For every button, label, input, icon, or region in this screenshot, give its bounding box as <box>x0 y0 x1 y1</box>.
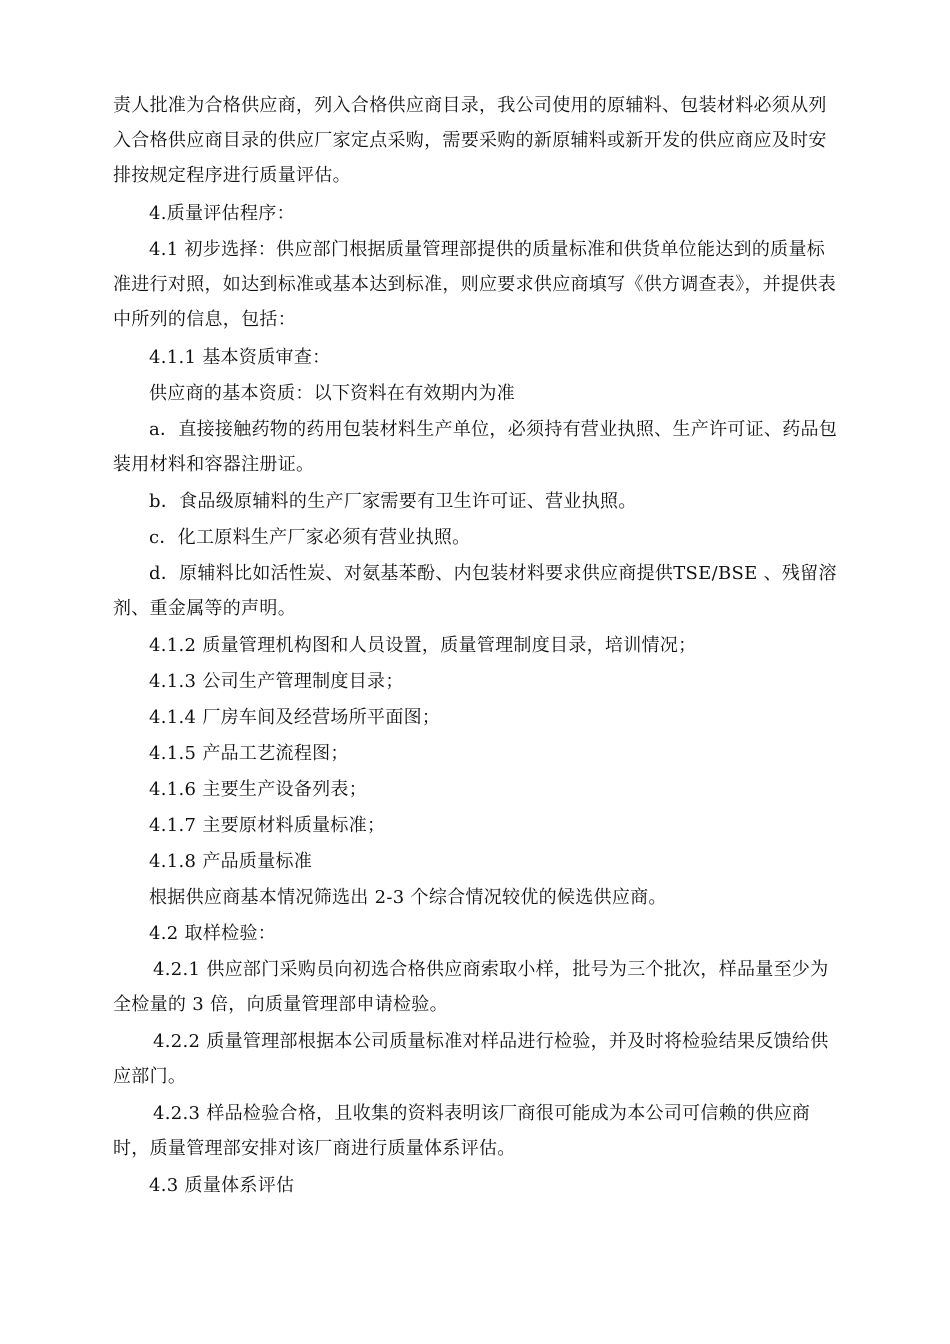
list-item-b: b．食品级原辅料的生产厂家需要有卫生许可证、营业执照。 <box>149 491 637 512</box>
item-4-1-7: 4.1.7 主要原材料质量标准； <box>149 815 386 836</box>
paragraph-basic-qualification: 供应商的基本资质：以下资料在有效期内为准 <box>149 383 515 404</box>
item-4-1-3: 4.1.3 公司生产管理制度目录； <box>149 671 404 692</box>
item-4-2-3: 4.2.3 样品检验合格，且收集的资料表明该厂商很可能成为本公司可信赖的供应商时，质量管理部安排对该厂商进行质量体系评估。 <box>113 1103 811 1159</box>
item-4-2-2: 4.2.2 质量管理部根据本公司质量标准对样品进行检验，并及时将检验结果反馈给供应部门。 <box>113 1031 829 1087</box>
item-4-1-8: 4.1.8 产品质量标准 <box>149 851 313 872</box>
section-heading-4: 4.质量评估程序： <box>149 203 295 224</box>
subheading-4-2: 4.2 取样检验： <box>149 923 277 944</box>
item-4-2-1: 4.2.1 供应部门采购员向初选合格供应商索取小样，批号为三个批次，样品量至少为全检量的 3 倍，向质量管理部申请检验。 <box>113 959 829 1015</box>
list-item-a: a．直接接触药物的药用包装材料生产单位，必须持有营业执照、生产许可证、药品包装用材料和容器注册证。 <box>113 419 838 475</box>
item-4-1-6: 4.1.6 主要生产设备列表； <box>149 779 368 800</box>
list-item-d: d．原辅料比如活性炭、对氨基苯酚、内包装材料要求供应商提供TSE/BSE 、残留溶剂、重金属等的声明。 <box>113 563 837 619</box>
paragraph-initial-selection: 4.1 初步选择：供应部门根据质量管理部提供的质量标准和供货单位能达到的质量标准进行对照，如达到标准或基本达到标准，则应要求供应商填写《供方调查表》，并提供表中所列的信息，包括： <box>113 239 836 330</box>
item-4-1-5: 4.1.5 产品工艺流程图； <box>149 743 349 764</box>
list-item-c: c．化工原料生产厂家必须有营业执照。 <box>149 527 471 548</box>
paragraph-shortlist: 根据供应商基本情况筛选出 2-3 个综合情况较优的候选供应商。 <box>149 887 667 908</box>
item-4-1-2: 4.1.2 质量管理机构图和人员设置，质量管理制度目录，培训情况； <box>149 635 697 656</box>
item-4-1-4: 4.1.4 厂房车间及经营场所平面图； <box>149 707 441 728</box>
subheading-4-3: 4.3 质量体系评估 <box>149 1175 295 1196</box>
subheading-4-1-1: 4.1.1 基本资质审查： <box>149 347 331 368</box>
paragraph-supplier-approval: 责人批准为合格供应商，列入合格供应商目录，我公司使用的原辅料、包装材料必须从列入合格供应商目录的供应厂家定点采购，需要采购的新原辅料或新开发的供应商应及时安排按规定程序进行质量评估。 <box>113 95 827 186</box>
